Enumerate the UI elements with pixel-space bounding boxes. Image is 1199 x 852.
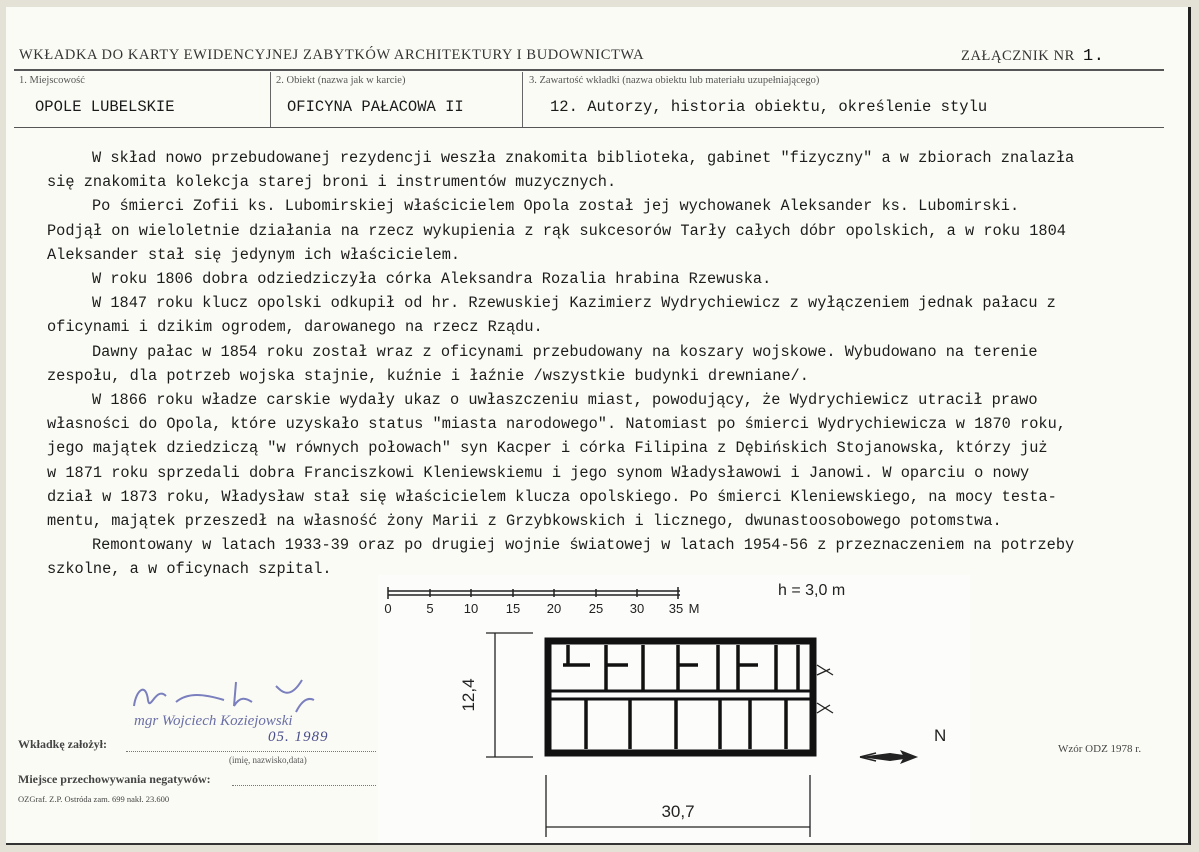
text-line: oficynami i dzikim ogrodem, darowanego na rzecz Rządu. bbox=[47, 318, 543, 337]
negatives-line bbox=[232, 785, 376, 786]
text-line: Aleksander stał się jedynym ich właścicielem. bbox=[47, 245, 461, 264]
content-value: 12. Autorzy, historia obiektu, określenie stylu bbox=[550, 98, 988, 116]
inserted-by-caption: (imię, nazwisko,data) bbox=[229, 755, 307, 765]
floor-plan-svg bbox=[378, 575, 970, 845]
signatory-name: mgr Wojciech Koziejowski bbox=[134, 713, 293, 729]
room-partitions bbox=[586, 699, 786, 749]
signature-date: 05. 1989 bbox=[268, 729, 329, 745]
text-line: W 1866 roku władze carskie wydały ukaz o uwłaszczeniu miast, powodujący, że Wydrychiewicz utracił prawo bbox=[92, 391, 1038, 410]
text-line: Po śmierci Zofii ks. Lubomirskiej właścicielem Opola został jej wychowanek Aleksander ks. Lubomirski. bbox=[92, 197, 1020, 216]
negatives-label: Miejsce przechowywania negatywów: bbox=[18, 772, 211, 786]
text-line: szkolne, a w oficynach szpital. bbox=[47, 560, 332, 579]
scale-tick-label: 5 bbox=[426, 601, 434, 616]
scale-tick-label: 20 bbox=[546, 601, 562, 616]
text-line: W skład nowo przebudowanej rezydencji weszła znakomita biblioteka, gabinet "fizyczny" a w zbiorach znalazła bbox=[92, 149, 1075, 167]
content-label: 3. Zawartość wkładki (nazwa obiektu lub materiału uzupełniającego) bbox=[529, 75, 820, 86]
scale-tick-label: 15 bbox=[505, 601, 521, 616]
scale-tick-label: 25 bbox=[588, 601, 604, 616]
text-line: własności do Opola, które uzyskało status "miasta narodowego". Natomiast po śmierci Wydrychiewicza w 1870 roku, bbox=[47, 415, 1066, 434]
inserted-by-label: Wkładkę założył: bbox=[18, 737, 107, 751]
text-line: Remontowany w latach 1933-39 oraz po drugiej wojnie światowej w latach 1954-56 z przeznaczeniem na potrzeby bbox=[92, 536, 1075, 555]
room-partitions bbox=[563, 645, 798, 691]
text-line: W roku 1806 dobra odziedziczyła córka Aleksandra Rozalia hrabina Rzewuska. bbox=[92, 270, 772, 289]
text-line: Dawny pałac w 1854 roku został wraz z oficynami przebudowany na koszary wojskowe. Wybudowano na terenie bbox=[92, 342, 1038, 361]
column-divider bbox=[522, 72, 523, 127]
column-divider bbox=[270, 72, 271, 127]
text-line: w 1871 roku sprzedali dobra Franciszkowi Kleniewskiemu i jego synom Władysławowi i Janowi. W oparciu o nowy bbox=[47, 463, 1030, 482]
text-line: W 1847 roku klucz opolski odkupił od hr. Rzewuskiej Kazimierz Wydrychiewicz z wyłączeniem jednak pałacu z bbox=[92, 294, 1056, 313]
length-dimension: 30,7 bbox=[661, 802, 695, 821]
floor-plan-drawing bbox=[378, 575, 970, 845]
header-rule bbox=[14, 69, 1164, 71]
width-dimension: 12,4 bbox=[459, 678, 478, 712]
scale-bar bbox=[388, 587, 680, 599]
north-label: N bbox=[934, 726, 947, 745]
annex-label: ZAŁĄCZNIK NR bbox=[961, 48, 1075, 64]
text-line: się znakomita kolekcja starej broni i instrumentów muzycznych. bbox=[47, 173, 617, 192]
scale-tick-label: 30 bbox=[629, 601, 645, 616]
text-line: dział w 1873 roku, Władysław stał się właścicielem klucza opolskiego. Po śmierci Kleniewskiego, na mocy testa- bbox=[47, 487, 1057, 506]
form-title: WKŁADKA DO KARTY EWIDENCYJNEJ ZABYTKÓW ARCHITEKTURY I BUDOWNICTWA bbox=[19, 47, 645, 63]
text-line: jego majątek dziedziczą "w równych połowach" syn Kacper i córka Filipina z Dębińskich Stojanowska, którzy już bbox=[47, 439, 1048, 458]
inserted-by-line bbox=[126, 751, 376, 752]
scale-unit: M bbox=[688, 601, 700, 616]
height-note: h = 3,0 m bbox=[778, 582, 846, 599]
object-value: OFICYNA PAŁACOWA II bbox=[287, 98, 464, 116]
entrance-steps bbox=[817, 665, 833, 713]
annex-heading bbox=[961, 47, 1105, 66]
width-dimension-line bbox=[486, 633, 533, 757]
fields-rule bbox=[14, 127, 1164, 128]
form-template-note: Wzór ODZ 1978 r. bbox=[1058, 743, 1142, 755]
object-label: 2. Obiekt (nazwa jak w karcie) bbox=[276, 75, 406, 86]
locality-label: 1. Miejscowość bbox=[19, 75, 85, 86]
printer-imprint: OZGraf. Z.P. Ostróda zam. 699 nakł. 23.600 bbox=[18, 794, 170, 804]
text-line: zespołu, dla potrzeb wojska stajnie, kuźnie i łaźnie /wszystkie budynki drewniane/. bbox=[47, 366, 809, 385]
text-line: mentu, majątek przeszedł na własność żony Marii z Grzybkowskich i licznego, dwunastoosobowego potomstwa. bbox=[47, 512, 1002, 531]
text-line: Podjął on wieloletnie działania na rzecz wykupienia z rąk sukcesorów Tarły całych dóbr opolskich, a w roku 1804 bbox=[47, 221, 1066, 240]
locality-value: OPOLE LUBELSKIE bbox=[35, 98, 175, 116]
record-card bbox=[6, 7, 1191, 845]
scale-tick-label: 35 bbox=[668, 601, 684, 616]
history-text bbox=[47, 146, 1157, 582]
north-arrow-icon bbox=[860, 750, 918, 764]
scale-tick-label: 10 bbox=[463, 601, 479, 616]
scale-tick-label: 0 bbox=[384, 601, 392, 616]
annex-number: 1. bbox=[1082, 47, 1105, 66]
